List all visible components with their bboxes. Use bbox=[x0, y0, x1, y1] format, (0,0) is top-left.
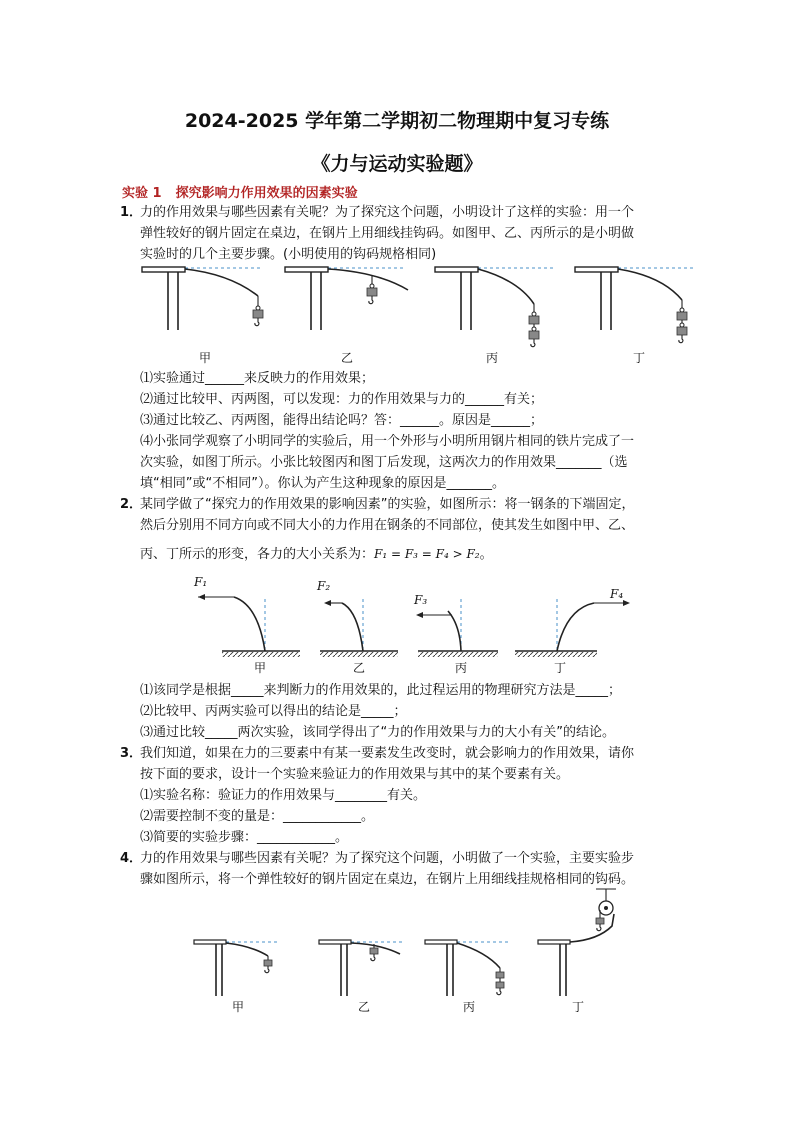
q1-fig-yi bbox=[285, 267, 408, 330]
q1-sub-4-line-2: 次实验，如图丁所示。小张比较图丙和图丁后发现，这两次力的作用效果_______（选 bbox=[140, 455, 628, 470]
q4-fig-yi bbox=[319, 940, 403, 996]
section-label: 实验 1 bbox=[122, 186, 162, 201]
q2-fig-jia bbox=[198, 594, 300, 657]
q1-figure bbox=[0, 262, 794, 362]
q4-figure bbox=[0, 888, 794, 1008]
force-label-f2: F₂ bbox=[317, 579, 331, 593]
q1-subquestions bbox=[140, 368, 700, 494]
q2-fig-yi bbox=[320, 599, 398, 657]
q1-sub-3: ⑶通过比较乙、丙两图，能得出结论吗？答：______。原因是______； bbox=[140, 413, 544, 428]
q2-sub-2: ⑵比较甲、丙两实验可以得出的结论是_____； bbox=[140, 704, 407, 719]
q1-fig-ding bbox=[575, 267, 695, 343]
q1-sub-2: ⑵通过比较甲、丙两图，可以发现：力的作用效果与力的______有关； bbox=[140, 392, 544, 407]
q1-sub-4-line-1: ⑷小张同学观察了小明同学的实验后，用一个外形与小明所用钢片相同的铁片完成了一 bbox=[140, 434, 635, 449]
q2-line-2: 然后分别用不同方向或不同大小的力作用在钢条的不同部位，使其发生如图中甲、乙、 bbox=[140, 518, 635, 533]
page-subtitle: 《力与运动实验题》 bbox=[311, 153, 483, 175]
question-1 bbox=[120, 202, 700, 265]
q1-caption-jia: 甲 bbox=[199, 351, 212, 365]
force-label-f3: F₃ bbox=[414, 593, 428, 607]
q4-caption-jia: 甲 bbox=[232, 1000, 245, 1014]
q3-sub-2: ⑵需要控制不变的量是：____________。 bbox=[140, 809, 375, 824]
q4-fig-bing bbox=[425, 940, 510, 996]
force-label-f1: F₁ bbox=[194, 575, 208, 589]
q1-sub-4-line-3: 填“相同”或“不相同”）。你认为产生这种现象的原因是_______。 bbox=[140, 476, 505, 491]
q4-caption-ding: 丁 bbox=[572, 1000, 585, 1014]
q1-line-2: 弹性较好的钢片固定在桌边，在钢片上用细线挂钩码。如图甲、乙、丙所示的是小明做 bbox=[140, 226, 635, 241]
question-3 bbox=[120, 743, 700, 848]
page-title: 2024-2025 学年第二学期初二物理期中复习专练 bbox=[184, 110, 610, 132]
force-relation: F₁ = F₃ = F₄ > F₂ bbox=[374, 547, 480, 561]
q3-line-1: 我们知道，如果在力的三要素中有某一要素发生改变时，就会影响力的作用效果，请你 bbox=[140, 746, 635, 761]
q4-line-1: 力的作用效果与哪些因素有关呢？为了探究这个问题，小明做了一个实验，主要实验步 bbox=[140, 851, 635, 866]
q2-line-3: 丙、丁所示的形变，各力的大小关系为：F₁ = F₃ = F₄ > F₂。 bbox=[140, 547, 493, 562]
q3-sub-1: ⑴实验名称：验证力的作用效果与________有关。 bbox=[140, 788, 427, 803]
question-number: 4． bbox=[120, 851, 143, 866]
q2-caption-bing: 丙 bbox=[455, 661, 468, 675]
question-2 bbox=[120, 494, 700, 565]
q4-caption-yi: 乙 bbox=[358, 1000, 371, 1014]
question-number: 2． bbox=[120, 497, 143, 512]
q1-line-3: 实验时的几个主要步骤。(小明使用的钩码规格相同) bbox=[140, 247, 437, 262]
q4-caption-bing: 丙 bbox=[463, 1000, 476, 1014]
q4-line-2: 骤如图所示，将一个弹性较好的钢片固定在桌边，在钢片上用细线挂规格相同的钩码。 bbox=[140, 872, 635, 887]
q2-figure bbox=[0, 575, 794, 665]
section-name: 探究影响力作用效果的因素实验 bbox=[175, 186, 358, 201]
q1-sub-1: ⑴实验通过______来反映力的作用效果； bbox=[140, 371, 375, 386]
question-4 bbox=[120, 848, 700, 890]
q2-fig-ding bbox=[515, 599, 630, 657]
q4-fig-ding bbox=[538, 889, 616, 996]
q2-sub-1: ⑴该同学是根据_____来判断力的作用效果的，此过程运用的物理研究方法是_____； bbox=[140, 683, 622, 698]
q2-fig-bing bbox=[416, 599, 498, 657]
q2-caption-jia: 甲 bbox=[254, 661, 267, 675]
q3-line-2: 按下面的要求，设计一个实验来验证力的作用效果与其中的某个要素有关。 bbox=[140, 767, 570, 782]
q1-line-1: 力的作用效果与哪些因素有关呢？为了探究这个问题，小明设计了这样的实验：用一个 bbox=[140, 205, 635, 220]
question-number: 3． bbox=[120, 746, 143, 761]
force-label-f4: F₄ bbox=[610, 587, 624, 601]
q1-caption-ding: 丁 bbox=[633, 351, 646, 365]
section-heading bbox=[122, 182, 358, 201]
q3-sub-3: ⑶简要的实验步骤：____________。 bbox=[140, 830, 349, 845]
q4-fig-jia bbox=[194, 940, 278, 996]
q1-caption-yi: 乙 bbox=[341, 351, 354, 365]
q1-caption-bing: 丙 bbox=[486, 351, 499, 365]
q2-subquestions bbox=[140, 680, 700, 743]
q1-fig-bing bbox=[435, 267, 553, 347]
q2-sub-3: ⑶通过比较_____两次实验，该同学得出了“力的作用效果与力的大小有关”的结论。 bbox=[140, 725, 615, 740]
q2-line-1: 某同学做了“探究力的作用效果的影响因素”的实验，如图所示：将一钢条的下端固定， bbox=[140, 497, 635, 512]
q2-caption-yi: 乙 bbox=[353, 661, 366, 675]
q1-fig-jia bbox=[142, 267, 263, 330]
q2-caption-ding: 丁 bbox=[554, 661, 567, 675]
question-number: 1． bbox=[120, 205, 143, 220]
